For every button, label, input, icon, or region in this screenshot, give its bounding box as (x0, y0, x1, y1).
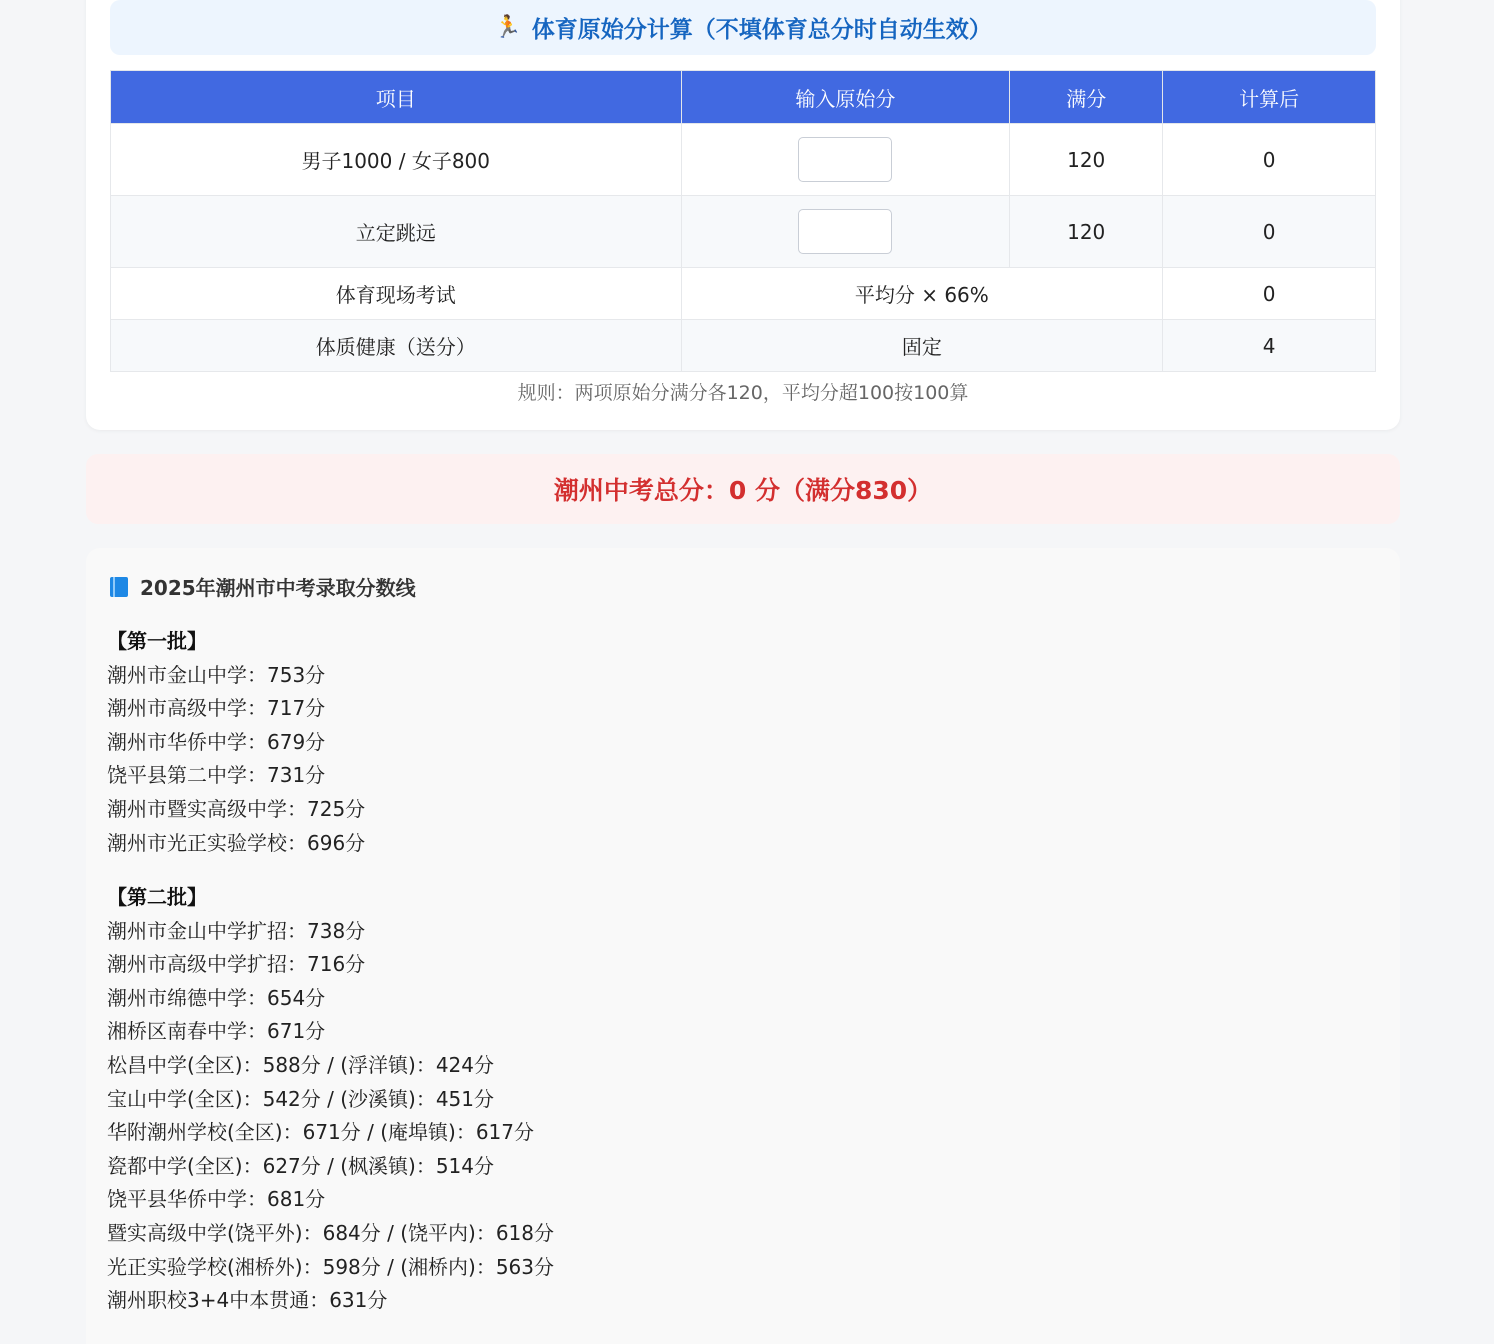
table-header-row (111, 71, 1376, 124)
list-item: 宝山中学(全区)：542分 / (沙溪镇)：451分 (107, 1086, 495, 1111)
list-item: 饶平县第二中学：731分 (107, 763, 326, 788)
list-item: 潮州市绵德中学：654分 (107, 985, 326, 1010)
row-item-jump: 立定跳远 (111, 196, 682, 268)
table-row (111, 196, 1376, 268)
sports-section-title: 体育原始分计算（不填体育总分时自动生效） (531, 17, 992, 43)
column-header-full: 满分 (1010, 71, 1163, 124)
input-cell (681, 124, 1010, 196)
column-header-calc: 计算后 (1163, 71, 1376, 124)
book-icon (110, 577, 128, 597)
table-row (111, 268, 1376, 320)
admission-title: 2025年潮州市中考录取分数线 (140, 576, 416, 600)
list-item: 饶平县华侨中学：681分 (107, 1187, 326, 1212)
row-full-run: 120 (1010, 124, 1163, 196)
sports-score-card (86, 0, 1400, 430)
jump-raw-score-input[interactable] (798, 209, 892, 254)
list-item: 潮州市高级中学扩招：716分 (107, 952, 366, 977)
runner-icon: 🏃 (494, 15, 522, 40)
batch-two-list (107, 881, 554, 1318)
admission-lines-card (86, 548, 1400, 1344)
batch-one-title: 【第一批】 (107, 629, 207, 653)
row-calc-run: 0 (1163, 124, 1376, 196)
row-formula-onsite: 平均分 × 66% (681, 268, 1163, 320)
row-item-run: 男子1000 / 女子800 (111, 124, 682, 196)
row-item-onsite: 体育现场考试 (111, 268, 682, 320)
run-raw-score-input[interactable] (798, 137, 892, 182)
table-row (111, 320, 1376, 372)
list-item: 潮州市华侨中学：679分 (107, 729, 326, 754)
list-item: 瓷都中学(全区)：627分 / (枫溪镇)：514分 (107, 1153, 495, 1178)
sports-rule-note: 规则：两项原始分满分各120，平均分超100按100算 (517, 382, 969, 404)
row-full-jump: 120 (1010, 196, 1163, 268)
list-item: 潮州市高级中学：717分 (107, 696, 326, 721)
table-row (111, 124, 1376, 196)
row-calc-onsite: 0 (1163, 268, 1376, 320)
row-calc-health: 4 (1163, 320, 1376, 372)
list-item: 湘桥区南春中学：671分 (107, 1019, 326, 1044)
list-item: 潮州市金山中学扩招：738分 (107, 918, 366, 943)
total-score-banner (86, 454, 1400, 524)
list-item: 潮州市金山中学：753分 (107, 662, 326, 687)
row-calc-jump: 0 (1163, 196, 1376, 268)
list-item: 华附潮州学校(全区)：671分 / (庵埠镇)：617分 (107, 1120, 535, 1145)
admission-title-row (110, 572, 416, 601)
batch-one-list (107, 625, 365, 860)
list-item: 暨实高级中学(饶平外)：684分 / (饶平内)：618分 (107, 1220, 555, 1245)
total-score-text: 潮州中考总分：0 分（满分830） (553, 476, 933, 505)
batch-two-title: 【第二批】 (107, 885, 207, 909)
sports-section-header (110, 0, 1376, 55)
list-item: 光正实验学校(湘桥外)：598分 / (湘桥内)：563分 (107, 1254, 555, 1279)
list-item: 潮州市暨实高级中学：725分 (107, 796, 366, 821)
row-formula-health: 固定 (681, 320, 1163, 372)
column-header-item: 项目 (111, 71, 682, 124)
input-cell (681, 196, 1010, 268)
sports-score-table (110, 70, 1376, 372)
column-header-input: 输入原始分 (681, 71, 1010, 124)
row-item-health: 体质健康（送分） (111, 320, 682, 372)
list-item: 松昌中学(全区)：588分 / (浮洋镇)：424分 (107, 1052, 495, 1077)
list-item: 潮州职校3+4中本贯通：631分 (107, 1288, 388, 1313)
list-item: 潮州市光正实验学校：696分 (107, 830, 366, 855)
